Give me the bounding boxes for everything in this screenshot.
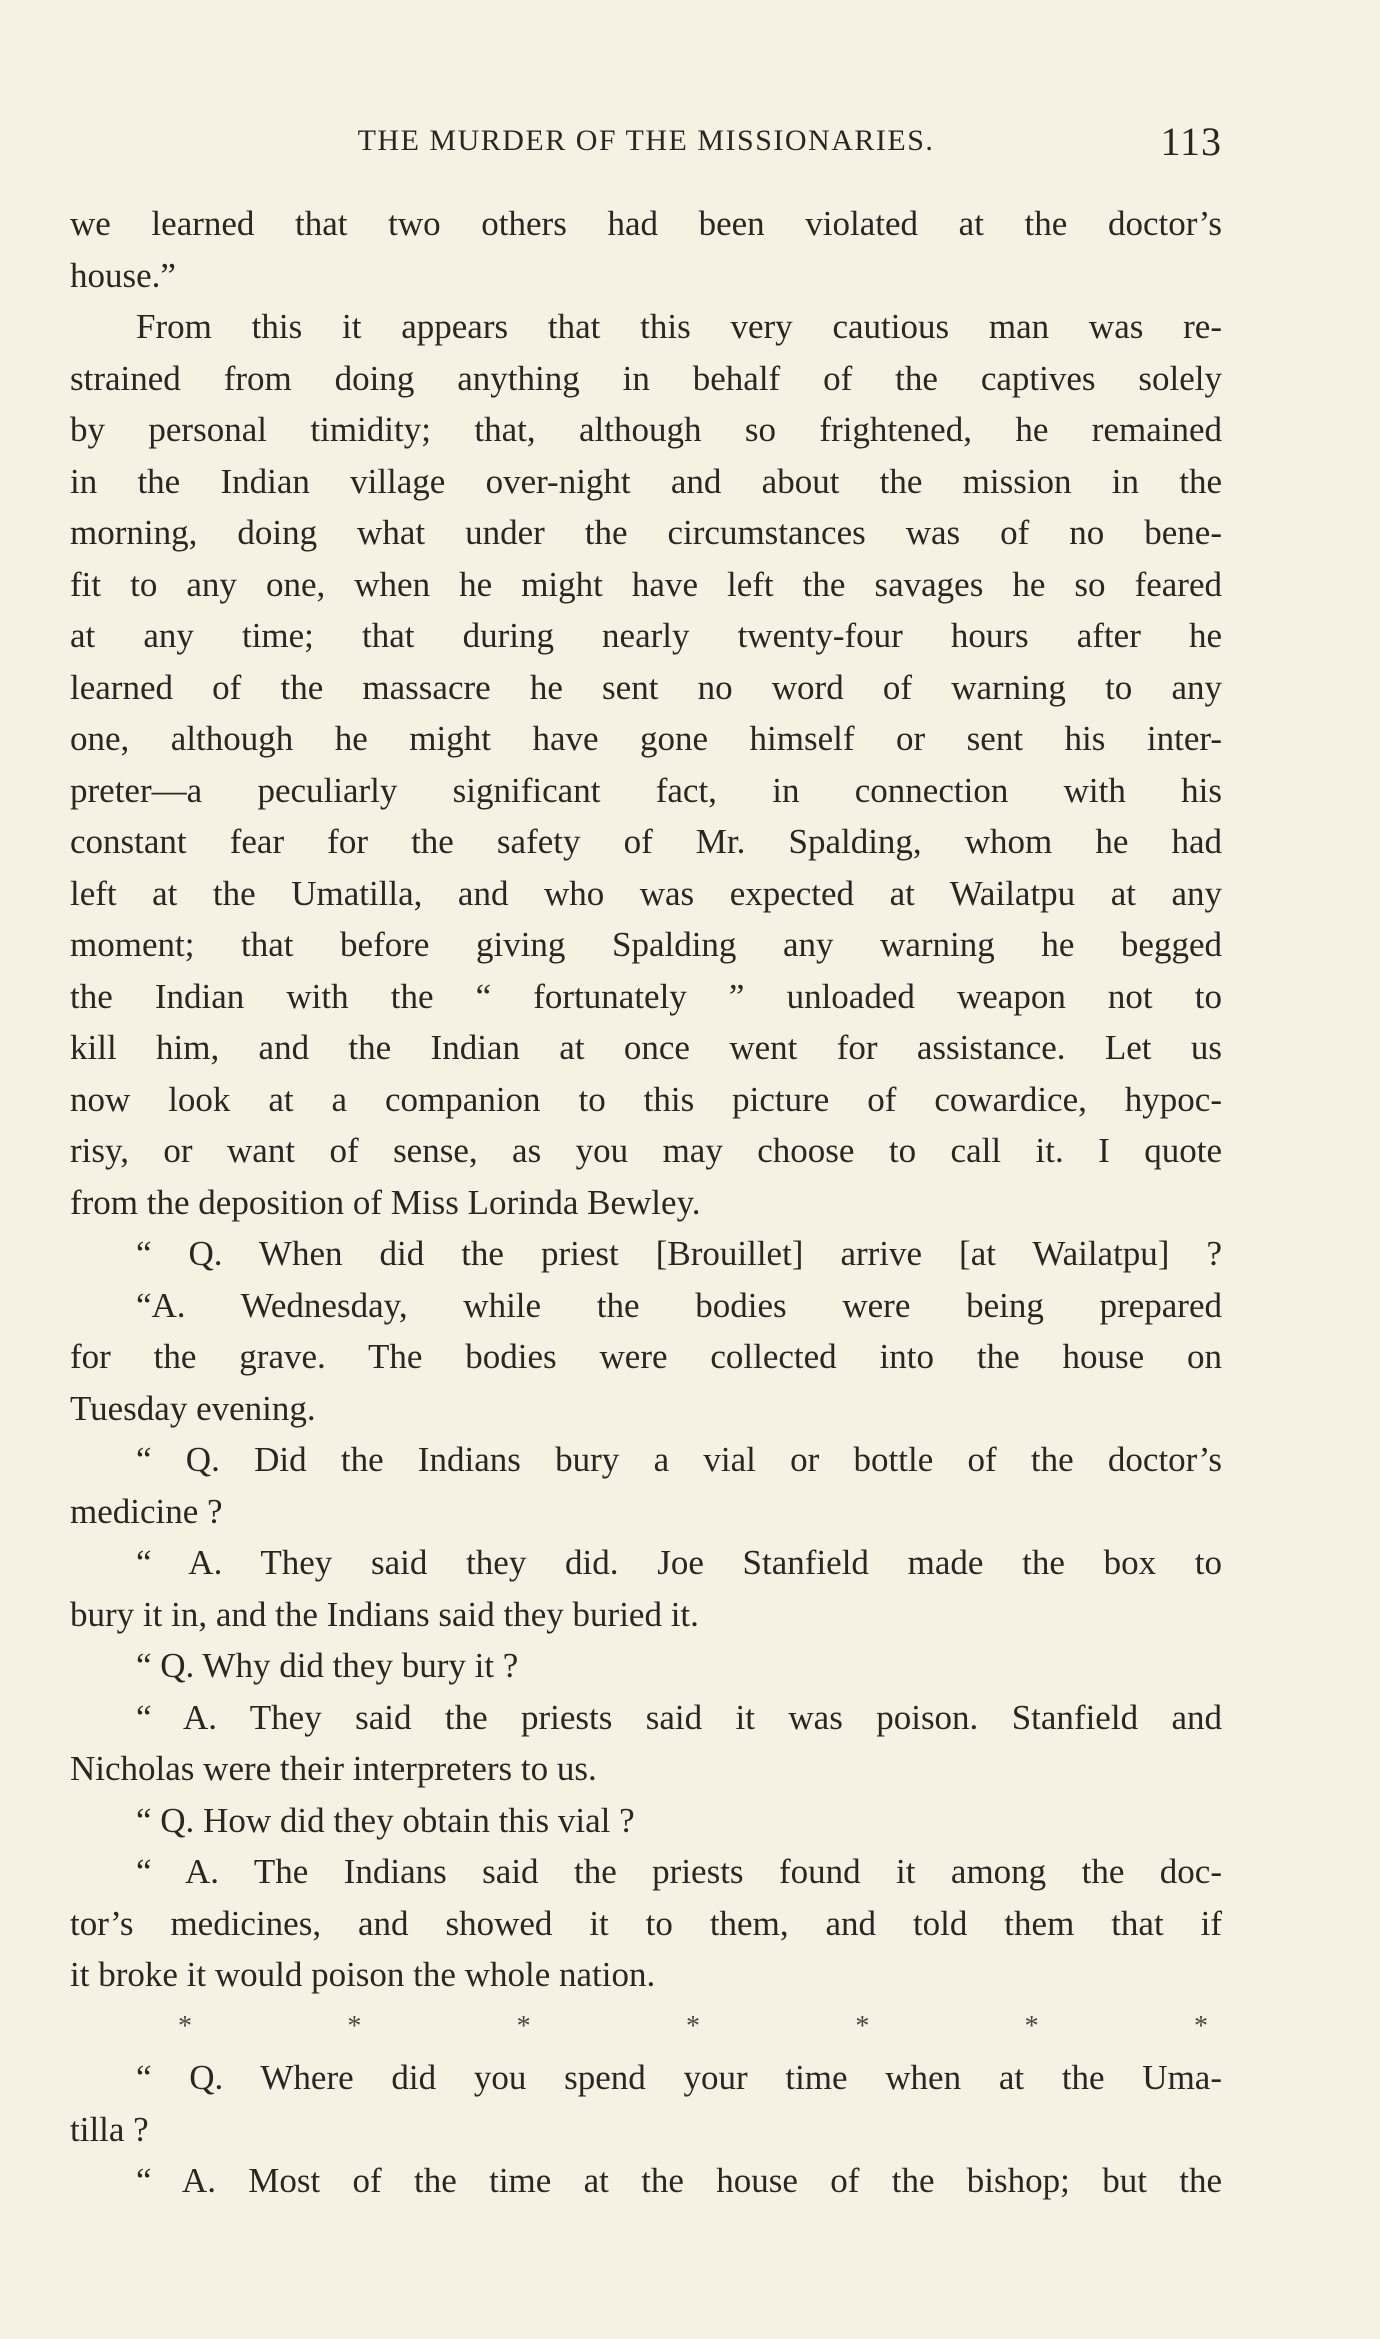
text-line: by personal timidity; that, although so frightened, he remained bbox=[70, 410, 1222, 449]
text-line: “A. Wednesday, while the bodies were being prepared bbox=[136, 1285, 1222, 1325]
text-line: morning, doing what under the circumstances was of no bene- bbox=[70, 513, 1222, 552]
page-number: 113 bbox=[1160, 119, 1222, 164]
text-line: risy, or want of sense, as you may choose to call it. I quote bbox=[70, 1131, 1222, 1170]
text-line: constant fear for the safety of Mr. Spalding, whom he had bbox=[70, 822, 1222, 861]
section-break: * * * * * * * bbox=[178, 2010, 1208, 2042]
text-line: “ A. The Indians said the priests found it among the doc- bbox=[136, 1852, 1222, 1891]
text-line: strained from doing anything in behalf of the captives solely bbox=[70, 358, 1222, 398]
text-line: “ A. They said they did. Joe Stanfield made the box to bbox=[136, 1543, 1222, 1582]
text-line: “ Q. How did they obtain this vial ? bbox=[136, 1800, 635, 1840]
text-line: Nicholas were their interpreters to us. bbox=[70, 1749, 597, 1788]
body-text bbox=[70, 198, 1222, 2207]
text-line: from the deposition of Miss Lorinda Bewley. bbox=[70, 1182, 701, 1222]
text-line: house.” bbox=[70, 255, 176, 295]
text-line: preter—a peculiarly significant fact, in connection with his bbox=[70, 770, 1222, 810]
text-line: medicine ? bbox=[70, 1491, 223, 1531]
text-line: “ A. They said the priests said it was poison. Stanfield and bbox=[136, 1697, 1222, 1737]
text-line: From this it appears that this very cautious man was re- bbox=[136, 307, 1222, 346]
text-line: one, although he might have gone himself or sent his inter- bbox=[70, 719, 1222, 758]
text-line: tor’s medicines, and showed it to them, and told them that if bbox=[70, 1903, 1222, 1943]
text-line: left at the Umatilla, and who was expected at Wailatpu at any bbox=[70, 873, 1222, 913]
text-line: fit to any one, when he might have left the savages he so feared bbox=[70, 564, 1222, 604]
text-line: tilla ? bbox=[70, 2109, 149, 2149]
text-line: moment; that before giving Spalding any warning he begged bbox=[70, 925, 1222, 964]
text-line: in the Indian village over-night and about the mission in the bbox=[70, 461, 1222, 501]
text-line: “ Q. Where did you spend your time when at the Uma- bbox=[136, 2058, 1222, 2097]
text-line: it broke it would poison the whole nation. bbox=[70, 1955, 656, 1994]
text-line: kill him, and the Indian at once went for assistance. Let us bbox=[70, 1028, 1222, 1067]
text-line: “ Q. Did the Indians bury a vial or bottle of the doctor’s bbox=[136, 1440, 1222, 1479]
running-head bbox=[70, 118, 1222, 168]
text-line: “ A. Most of the time at the house of the bishop; but the bbox=[136, 2161, 1222, 2200]
text-line: the Indian with the “ fortunately ” unloaded weapon not to bbox=[70, 976, 1222, 1016]
text-line: we learned that two others had been violated at the doctor’s bbox=[70, 204, 1222, 243]
text-line: for the grave. The bodies were collected into the house on bbox=[70, 1337, 1222, 1376]
text-line: bury it in, and the Indians said they buried it. bbox=[70, 1594, 699, 1634]
text-line: “ Q. When did the priest [Brouillet] arrive [at Wailatpu] ? bbox=[136, 1234, 1222, 1273]
text-line: Tuesday evening. bbox=[70, 1388, 316, 1428]
text-line: at any time; that during nearly twenty-four hours after he bbox=[70, 616, 1222, 655]
running-title: THE MURDER OF THE MISSIONARIES. bbox=[357, 124, 935, 157]
text-line: now look at a companion to this picture of cowardice, hypoc- bbox=[70, 1079, 1222, 1119]
text-line: “ Q. Why did they bury it ? bbox=[136, 1646, 519, 1685]
text-line: learned of the massacre he sent no word of warning to any bbox=[70, 667, 1222, 707]
